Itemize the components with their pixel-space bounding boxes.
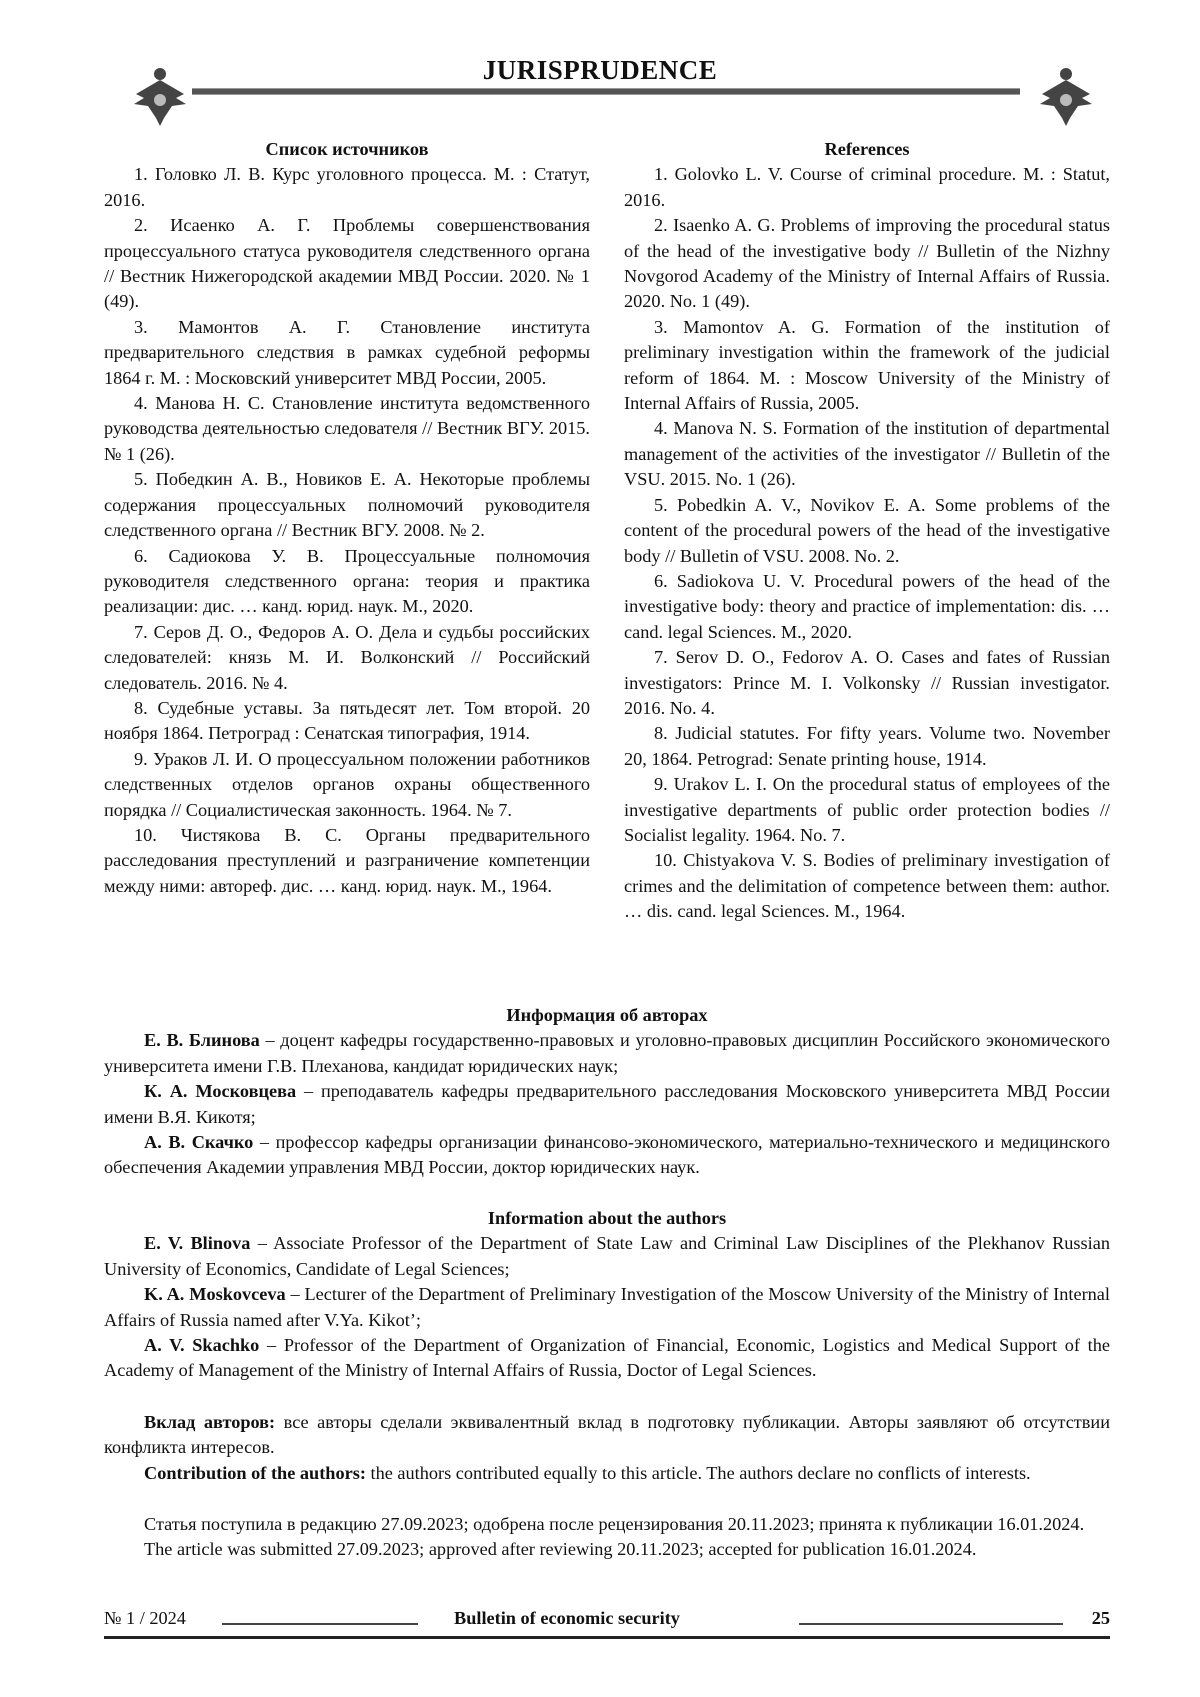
journal-name: Bulletin of economic security [454,1606,680,1631]
authors-ru-title: Информация об авторах [104,1003,1110,1028]
reference-item: 1. Головко Л. В. Курс уголовного процесса. М. : Статут, 2016. [104,162,590,213]
authors-en-title: Information about the authors [104,1206,1110,1231]
reference-item: 10. Chistyakova V. S. Bodies of preliminary investigation of crimes and the delimitation of competence between them: author. … dis. cand. legal Sciences. M., 1964. [624,848,1110,924]
article-dates [104,1512,1110,1563]
author-name: K. A. Moskovceva [144,1284,286,1304]
author-info [104,1079,1110,1130]
author-description: – доцент кафедры государственно-правовых и уголовно-правовых дисциплин Российского экономического университета имени Г.В. Плеханова, кандидат юридических наук; [104,1030,1110,1075]
reference-item: 3. Мамонтов А. Г. Становление института предварительного следствия в рамках судебной реформы 1864 г. М. : Московский университет МВД России, 2005. [104,315,590,391]
reference-item: 4. Манова Н. С. Становление института ведомственного руководства деятельностью следователя // Вестник ВГУ. 2015. № 1 (26). [104,391,590,467]
author-name: А. В. Скачко [144,1132,253,1152]
author-info [104,1333,1110,1384]
reference-item: 9. Ураков Л. И. О процессуальном положении работников следственных отделов органов охраны общественного порядка // Социалистическая законность. 1964. № 7. [104,747,590,823]
issue-number: № 1 / 2024 [104,1606,186,1631]
section-title: JURISPRUDENCE [0,58,1200,83]
sources-ru-title: Список источников [104,137,590,162]
contribution [104,1410,1110,1486]
author-info [104,1028,1110,1079]
reference-item: 7. Serov D. O., Fedorov A. O. Cases and fates of Russian investigators: Prince M. I. Volkonsky // Russian investigator. 2016. No. 4. [624,645,1110,721]
dates-en: The article was submitted 27.09.2023; approved after reviewing 20.11.2023; accepted for publication 16.01.2024. [104,1537,1110,1562]
page-footer [104,1606,1110,1639]
author-name: A. V. Skachko [144,1335,259,1355]
contribution-ru-label: Вклад авторов: [144,1412,275,1432]
author-description: – профессор кафедры организации финансово-экономического, материально-технического и медицинского обеспечения Академии управления МВД России, доктор юридических наук. [104,1132,1110,1177]
reference-item: 3. Mamontov A. G. Formation of the institution of preliminary investigation within the framework of the judicial reform of 1864. M. : Moscow University of the Ministry of Internal Affairs of Russia, 2005. [624,315,1110,417]
reference-item: 7. Серов Д. О., Федоров А. О. Дела и судьбы российских следователей: князь М. И. Волконский // Российский следователь. 2016. № 4. [104,620,590,696]
reference-item: 5. Победкин А. В., Новиков Е. А. Некоторые проблемы содержания процессуальных полномочий руководителя следственного органа // Вестник ВГУ. 2008. № 2. [104,467,590,543]
page-number: 25 [1092,1606,1110,1631]
references-en-title: References [624,137,1110,162]
reference-item: 8. Judicial statutes. For fifty years. Volume two. November 20, 1864. Petrograd: Senate printing house, 1914. [624,721,1110,772]
reference-item: 10. Чистякова В. С. Органы предварительного расследования преступлений и разграничение компетенции между ними: автореф. дис. … канд. юрид. наук. М., 1964. [104,823,590,899]
contribution-ru-text: все авторы сделали эквивалентный вклад в подготовку публикации. Авторы заявляют об отсутствии конфликта интересов. [104,1412,1110,1457]
reference-item: 6. Садиокова У. В. Процессуальные полномочия руководителя следственного органа: теория и практика реализации: дис. … канд. юрид. наук. М., 2020. [104,544,590,620]
contribution-en-text: the authors contributed equally to this article. The authors declare no conflicts of interests. [366,1463,1031,1483]
header-rule [192,88,1020,95]
references-en [624,137,1110,925]
authors-ru [104,1003,1110,1181]
reference-item: 9. Urakov L. I. On the procedural status of employees of the investigative departments of public order protection bodies // Socialist legality. 1964. No. 7. [624,772,1110,848]
reference-item: 5. Pobedkin A. V., Novikov E. A. Some problems of the content of the procedural powers of the head of the investigative body // Bulletin of VSU. 2008. No. 2. [624,493,1110,569]
author-name: К. А. Московцева [144,1081,296,1101]
contribution-en-label: Contribution of the authors: [144,1463,366,1483]
author-name: Е. В. Блинова [144,1030,260,1050]
reference-item: 4. Manova N. S. Formation of the institution of departmental management of the activities of the investigator // Bulletin of the VSU. 2015. No. 1 (26). [624,416,1110,492]
reference-item: 2. Isaenko A. G. Problems of improving the procedural status of the head of the investigative body // Bulletin of the Nizhny Novgorod Academy of the Ministry of Internal Affairs of Russia. 2020. No. 1 (49). [624,213,1110,315]
author-info [104,1130,1110,1181]
reference-item: 6. Sadiokova U. V. Procedural powers of the head of the investigative body: theory and practice of implementation: dis. … cand. legal Sciences. M., 2020. [624,569,1110,645]
authors-en [104,1206,1110,1384]
author-description: – Professor of the Department of Organization of Financial, Economic, Logistics and Medical Support of the Academy of Management of the Ministry of Internal Affairs of Russia, Doctor of Legal Sciences. [104,1335,1110,1380]
author-description: – Associate Professor of the Department of State Law and Criminal Law Disciplines of the Plekhanov Russian University of Economics, Candidate of Legal Sciences; [104,1233,1110,1278]
reference-item: 2. Исаенко А. Г. Проблемы совершенствования процессуального статуса руководителя следственного органа // Вестник Нижегородской академии МВД России. 2020. № 1 (49). [104,213,590,315]
footer-rule [222,1623,418,1625]
reference-item: 1. Golovko L. V. Course of criminal procedure. M. : Statut, 2016. [624,162,1110,213]
author-description: – Lecturer of the Department of Preliminary Investigation of the Moscow University of the Ministry of Internal Affairs of Russia named after V.Ya. Kikot’; [104,1284,1110,1329]
sources-ru [104,137,590,899]
author-name: E. V. Blinova [144,1233,250,1253]
reference-item: 8. Судебные уставы. За пятьдесят лет. Том второй. 20 ноября 1864. Петроград : Сенатская типография, 1914. [104,696,590,747]
dates-ru: Статья поступила в редакцию 27.09.2023; одобрена после рецензирования 20.11.2023; принята к публикации 16.01.2024. [104,1512,1110,1537]
footer-rule [799,1623,1063,1625]
author-info [104,1231,1110,1282]
author-info [104,1282,1110,1333]
author-description: – преподаватель кафедры предварительного расследования Московского университета МВД России имени В.Я. Кикотя; [104,1081,1110,1126]
